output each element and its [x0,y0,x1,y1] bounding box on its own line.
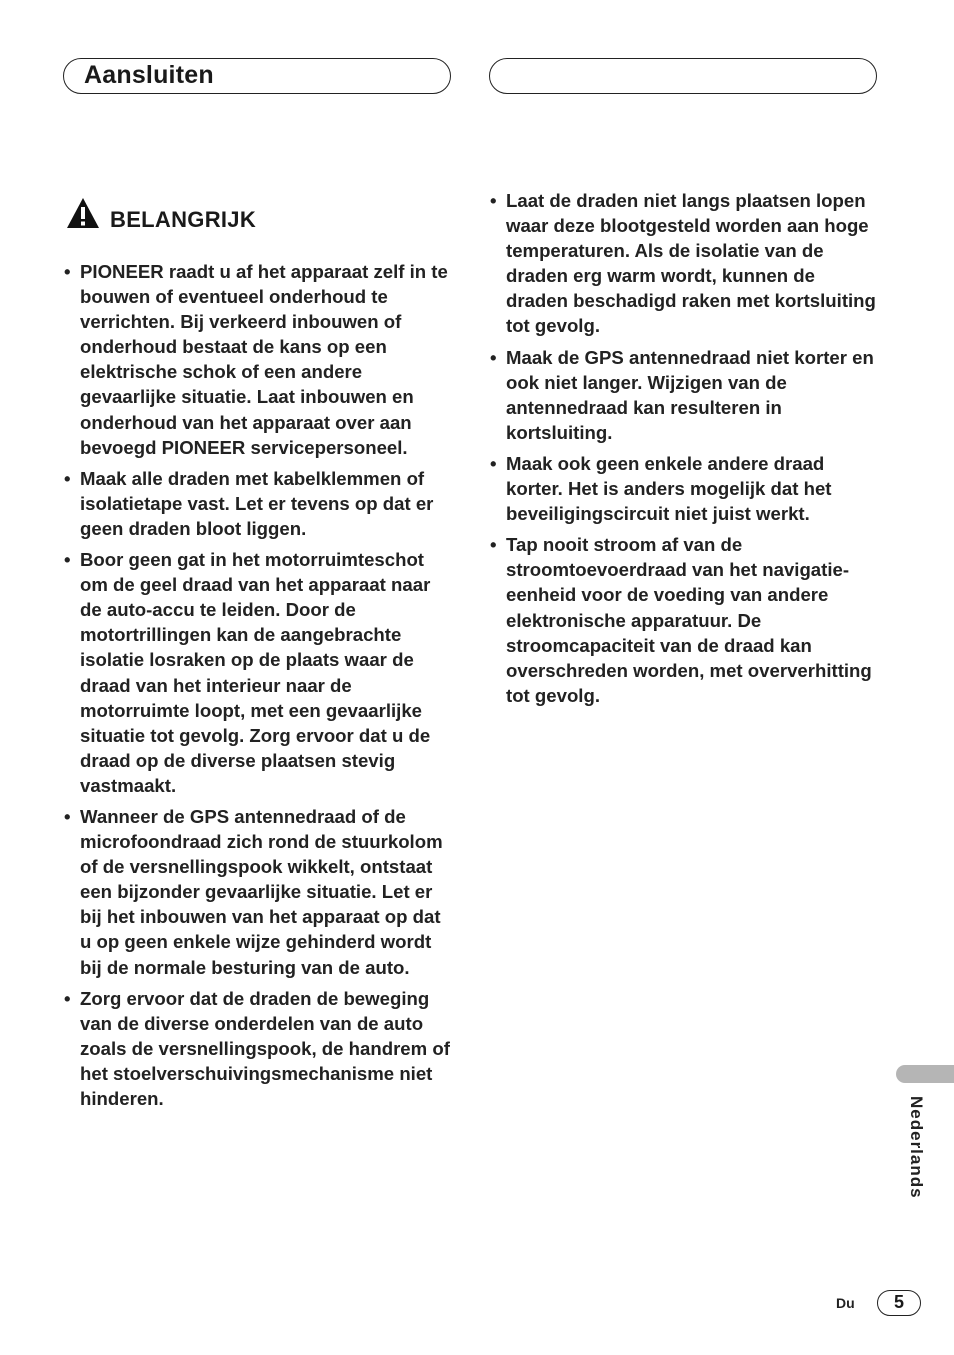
list-item: • Boor geen gat in het motorruimteschot om de geel draad van het apparaat naar de auto-accu te leiden. Door de motortrillingen kan de aangebrachte isolatie losraken op de plaats waar de draad van het interieur naar de motorruimte loopt, met een gevaarlijke situatie tot gevolg. Zorg ervoor dat u de draad op de diverse plaatsen stevig vastmaakt. [64,547,450,798]
left-warning-list [64,259,450,1117]
warning-title: BELANGRIJK [110,207,257,232]
page-number: 5 [877,1290,921,1316]
language-label: Nederlands [907,1096,926,1199]
list-item: • Maak de GPS antennedraad niet korter en ook niet langer. Wijzigen van de antennedraad kan resulteren in kortsluiting. [490,345,882,445]
list-item: • Wanneer de GPS antennedraad of de microfoondraad zich rond de stuurkolom of de versnellingspook wikkelt, ontstaat een bijzonder gevaarlijke situatie. Let er bij het inbouwen van het apparaat op dat u op geen enkele wijze gehinderd wordt bij de normale besturing van de auto. [64,804,450,980]
list-item: • Tap nooit stroom af van de stroomtoevoerdraad van het navigatie-eenheid voor de voeding van andere elektronische apparatuur. De stroomcapaciteit van de draad kan overschreden worden, met oververhitting tot gevolg. [490,532,882,708]
list-item: • Laat de draden niet langs plaatsen lopen waar deze blootgesteld worden aan hoge temperaturen. Als de isolatie van de draden erg warm wordt, kunnen de draden beschadigd raken met kortsluiting tot gevolg. [490,188,882,339]
section-header-box [63,58,451,94]
list-item: • PIONEER raadt u af het apparaat zelf in te bouwen of eventueel onderhoud te verrichten. Bij verkeerd inbouwen of onderhoud bestaat de kans op een elektrische schok of een andere gevaarlijke situatie. Laat inbouwen en onderhoud van het apparaat over aan bevoegd PIONEER servicepersoneel. [64,259,450,460]
warning-triangle-icon [66,197,100,229]
section-title: Aansluiten [84,61,214,89]
right-warning-list [490,188,882,714]
language-tab-marker [896,1065,954,1083]
list-item: • Maak ook geen enkele andere draad korter. Het is anders mogelijk dat het beveiligingscircuit niet juist werkt. [490,451,882,526]
empty-header-box [489,58,877,94]
list-item: • Zorg ervoor dat de draden de beweging van de diverse onderdelen van de auto zoals de versnellingspook, de handrem of het stoelverschuivingsmechanisme niet hinderen. [64,986,450,1111]
language-code: Du [836,1295,855,1311]
list-item: • Maak alle draden met kabelklemmen of isolatietape vast. Let er tevens op dat er geen draden bloot liggen. [64,466,450,541]
